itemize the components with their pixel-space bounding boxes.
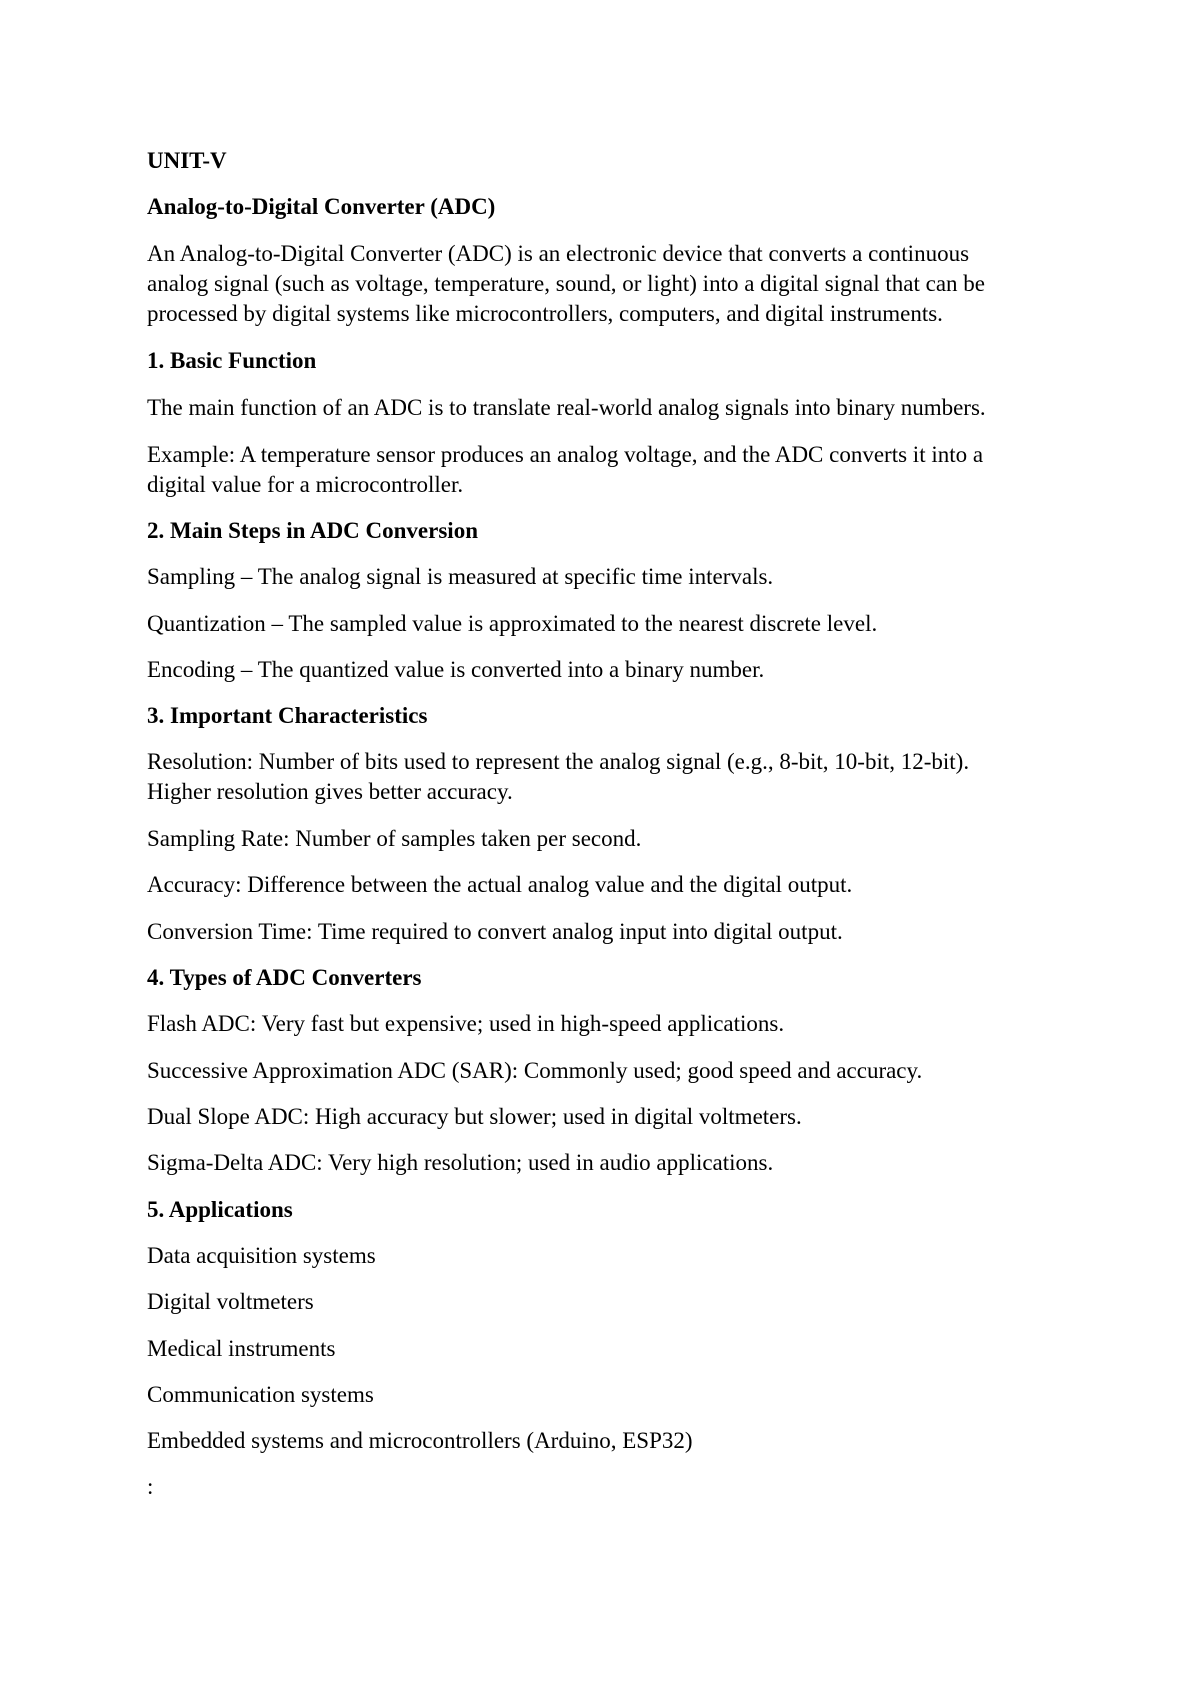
paragraph-line: Flash ADC: Very fast but expensive; used in high-speed applications. [147, 1011, 785, 1036]
document-title: Analog-to-Digital Converter (ADC) [147, 194, 496, 219]
characteristic-accuracy [147, 870, 1067, 900]
application-item [147, 1241, 1067, 1271]
paragraph-line: Medical instruments [147, 1336, 336, 1361]
section-heading-applications: 5. Applications [147, 1197, 293, 1222]
paragraph-line: Embedded systems and microcontrollers (Arduino, ESP32) [147, 1428, 693, 1453]
type-sigma-delta [147, 1148, 1067, 1178]
intro-line: processed by digital systems like microcontrollers, computers, and digital instruments. [147, 301, 943, 326]
paragraph-line: Sigma-Delta ADC: Very high resolution; used in audio applications. [147, 1150, 774, 1175]
characteristic-conversion-time [147, 917, 1067, 947]
intro-line: analog signal (such as voltage, temperature, sound, or light) into a digital signal that can be [147, 271, 985, 296]
step-sampling [147, 562, 1067, 592]
paragraph-line: digital value for a microcontroller. [147, 472, 464, 497]
paragraph-line: Quantization – The sampled value is approximated to the nearest discrete level. [147, 611, 878, 636]
paragraph-line: Resolution: Number of bits used to represent the analog signal (e.g., 8-bit, 10-bit, 12-bit). [147, 749, 970, 774]
section-heading-main-steps: 2. Main Steps in ADC Conversion [147, 518, 478, 543]
paragraph-line: Data acquisition systems [147, 1243, 376, 1268]
characteristic-sampling-rate [147, 824, 1067, 854]
application-item [147, 1334, 1067, 1364]
section-heading-basic-function: 1. Basic Function [147, 348, 317, 373]
paragraph-line: Conversion Time: Time required to convert analog input into digital output. [147, 919, 843, 944]
paragraph-line: Sampling Rate: Number of samples taken per second. [147, 826, 642, 851]
characteristic-resolution [147, 747, 1067, 807]
paragraph-line: Sampling – The analog signal is measured at specific time intervals. [147, 564, 774, 589]
paragraph-line: Digital voltmeters [147, 1289, 314, 1314]
intro-line: An Analog-to-Digital Converter (ADC) is an electronic device that converts a continuous [147, 241, 970, 266]
step-encoding [147, 655, 1067, 685]
application-item [147, 1287, 1067, 1317]
intro-paragraph [147, 239, 1067, 329]
paragraph-line: Example: A temperature sensor produces an analog voltage, and the ADC converts it into a [147, 442, 984, 467]
paragraph-line: Successive Approximation ADC (SAR): Commonly used; good speed and accuracy. [147, 1058, 923, 1083]
type-dual-slope [147, 1102, 1067, 1132]
paragraph-line: Accuracy: Difference between the actual analog value and the digital output. [147, 872, 853, 897]
example-paragraph [147, 440, 1067, 500]
trailing-mark: : [147, 1474, 154, 1499]
paragraph-line: Communication systems [147, 1382, 374, 1407]
paragraph [147, 393, 1067, 423]
section-heading-characteristics: 3. Important Characteristics [147, 703, 428, 728]
application-item [147, 1380, 1067, 1410]
paragraph-line: Encoding – The quantized value is converted into a binary number. [147, 657, 765, 682]
type-sar [147, 1056, 1067, 1086]
paragraph-line: The main function of an ADC is to translate real-world analog signals into binary numbers. [147, 395, 986, 420]
type-flash [147, 1009, 1067, 1039]
section-heading-types: 4. Types of ADC Converters [147, 965, 422, 990]
paragraph-line: Dual Slope ADC: High accuracy but slower; used in digital voltmeters. [147, 1104, 802, 1129]
unit-label: UNIT-V [147, 148, 227, 173]
application-item [147, 1426, 1067, 1456]
step-quantization [147, 609, 1067, 639]
paragraph-line: Higher resolution gives better accuracy. [147, 779, 513, 804]
